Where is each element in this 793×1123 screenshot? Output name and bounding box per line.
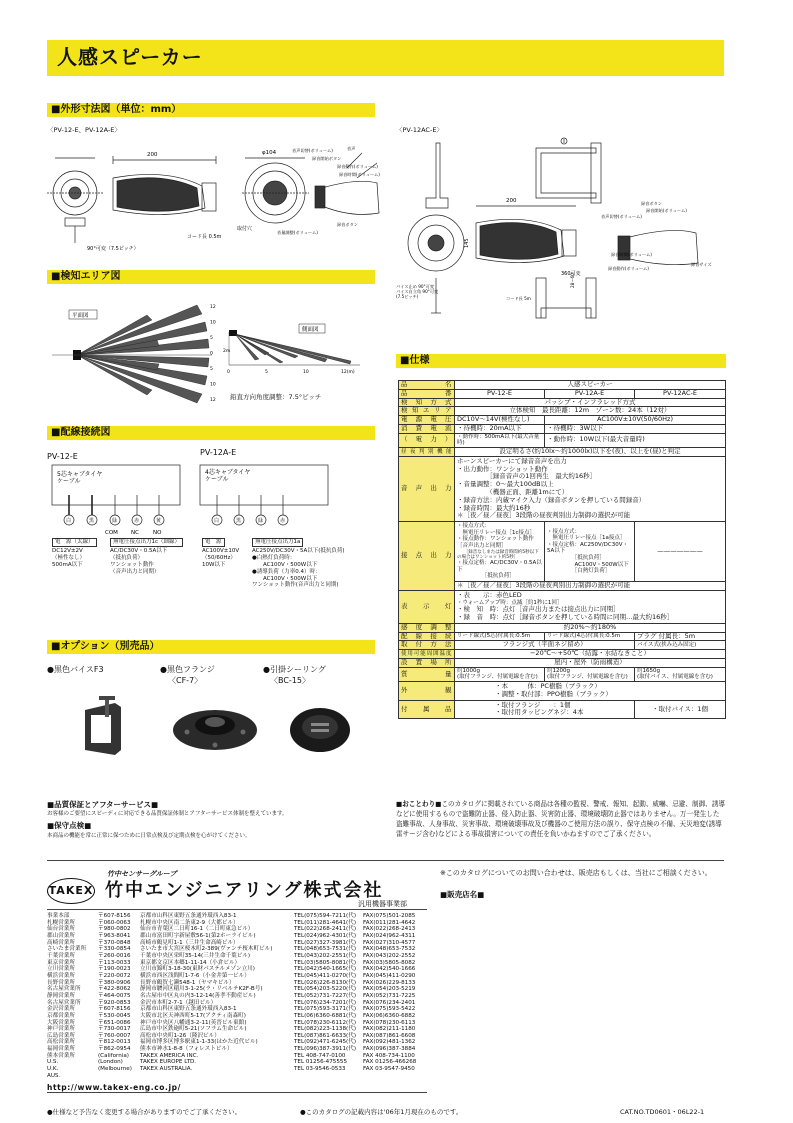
office-cell: 仙台市青葉区二日町16-1（二日町東急ビル） <box>140 926 254 933</box>
dim-left-note: 90°可変（7.5ピッチ） <box>87 246 139 252</box>
office-cell: 京都営業所 <box>47 1012 75 1019</box>
office-cell: 高崎市鶴見町1-1（三井生命高崎ビル） <box>140 939 239 946</box>
office-cell: 〒862-0954 <box>98 1046 131 1053</box>
wiring-ac-spec: AC100V±10V （50/60Hz） 10W以下 <box>202 548 240 568</box>
wire-black: 黒 <box>89 518 95 524</box>
takex-logo: TAKEX <box>47 878 95 904</box>
side-label: 側面図 <box>302 327 319 333</box>
section-options: ■オプション（別売品） <box>47 640 375 654</box>
office-tels <box>294 913 356 1073</box>
divider <box>47 860 724 861</box>
office-addresses <box>140 913 272 1073</box>
spec-row-area: 検知エリア 立体検知 最長距離：12m ゾーン数：24本（12対） <box>399 407 726 416</box>
office-cell: 〒920-0853 <box>98 999 131 1006</box>
office-cell: 金沢営業所 <box>47 1006 75 1013</box>
office-cell: 〒464-0075 <box>98 992 131 999</box>
office-cell: 金沢市本町2-7-1（越田ビル） <box>140 999 217 1006</box>
office-cell: FAX(096)387-3884 <box>363 1046 416 1053</box>
office-cell: 立川営業所 <box>47 966 75 973</box>
spec-row-location: 設置場所 屋内・屋外（防雨構造） <box>399 659 726 668</box>
office-cell: 横浜市西区浅間町1-7-6（小金井第一ビル） <box>140 972 250 979</box>
office-cell: (Melbourne) <box>98 1066 132 1073</box>
office-cell: 〒760-0007 <box>98 1032 131 1039</box>
office-cell: FAX(078)230-6113 <box>363 1019 416 1026</box>
office-cell: TEL(045)411-0270(代) <box>294 972 356 979</box>
office-cell: 長野市鶴賀七瀬548-1（ヤマキビル） <box>140 979 235 986</box>
inquiry-note: ※このカタログについてのお問い合わせは、販売店もしくは、当社にご相談ください。 <box>440 869 712 877</box>
office-cell: FAX(082)211-1180 <box>363 1026 416 1033</box>
dim-left-lbl5: 録音ボタン <box>337 222 358 227</box>
dealer-label: ■販売店名■ <box>440 890 485 899</box>
wiring-dc-relay: AC/DC30V・0.5A以下 （抵抗負荷） ワンショット動作 （音声出力と同期） <box>110 548 168 575</box>
plan-label: 平面図 <box>72 313 89 319</box>
dim-left-cord: コード長 0.5m <box>187 234 222 240</box>
maintenance-text: 本商品の機能を常に正常に保つために日常点検及び定期点検を心がけてください。 <box>47 832 251 839</box>
plan-scale-tick: 5 <box>210 367 213 372</box>
spec-row-product: 品 名 人感スピーカー <box>399 381 726 390</box>
bottom-note-mid: ●このカタログの記載内容は'06年1月現在のものです。 <box>300 1108 463 1116</box>
office-cell: FAX(026)229-8133 <box>363 979 416 986</box>
office-cell: TEL(027)327-3981(代) <box>294 939 356 946</box>
office-cell: TAKEX AMERICA INC. <box>140 1052 199 1059</box>
side-2m: 2m <box>223 349 231 354</box>
office-cell: 〒607-8156 <box>98 913 131 919</box>
office-cell: 神戸営業所 <box>47 1026 75 1033</box>
spec-row-mounting: 取付方法 フランジ式（平面ネジ留め） バイス式(挟み込み固定) <box>399 641 726 650</box>
wiring-relay-dc: 無電圧接点出力1c（細線） <box>110 538 183 547</box>
office-cell: 〒380-0906 <box>98 979 131 986</box>
spec-row-daynight: 昼夜判別機能 設定明るさ(約10lx〜約1000lx)以下を(夜)、以上を(昼)と判定 <box>399 447 726 456</box>
spec-row-model: 品 番 PV-12-E PV-12A-E PV-12AC-E <box>399 389 726 398</box>
cable4-label: 4芯キャブタイヤケーブル <box>205 469 251 484</box>
cable5-label: 5芯キャブタイヤケーブル <box>57 471 103 486</box>
spec-row-mass: 質 量 約1000g (取付フランジ、付属電線を含む) 約1200g (取付フランジ、付属電線を含む) 約1650g (取付バイス、付属電線を含む) <box>399 667 726 681</box>
office-cell: 大阪営業所 <box>47 1019 75 1026</box>
wiring-dc-spec: DC12V±2V （極性なし） 500mA以下 <box>52 548 86 568</box>
dim-left-mount: 取付穴 <box>237 226 253 232</box>
office-cell: FAX(042)540-1666 <box>363 966 416 973</box>
office-cell: FAX 408-734-1100 <box>363 1052 415 1059</box>
office-cell: 〒812-0013 <box>98 1039 131 1046</box>
dim-left-lbl1: 音声切替(ボリューム) <box>292 148 333 153</box>
office-cell: 京都市山科区東野五条通外環西入83-1 <box>140 1006 237 1013</box>
bottom-note-left: ●仕様など予告なく変更する場合がありますのでご了承ください。 <box>47 1108 242 1116</box>
office-cell: 横浜営業所 <box>47 972 75 979</box>
spec-row-power: （電力） ・動作時：500mA以下(最大音量時) ・動作時：10W以下(最大音量時) <box>399 433 726 447</box>
wire-no: NO <box>153 530 162 536</box>
office-cell: 札幌市中央区南二条東2-9（大都ビル） <box>140 919 239 926</box>
option-3-name: ●引掛シーリング <box>263 665 326 674</box>
office-cell: 〒370-0848 <box>98 939 131 946</box>
plan-scale-tick: 12 <box>210 398 216 403</box>
section-wiring: ■配線接続図 <box>47 426 375 440</box>
disclaimer-heading: ■おことわり■ <box>396 800 442 808</box>
office-cell: 仙台営業所 <box>47 926 75 933</box>
dim-left-phi104: φ104 <box>262 150 277 156</box>
spec-row-method: 検知方式 パッシブ・インフラレッド方式 <box>399 398 726 407</box>
office-cell: FAX(03)5805-8082 <box>363 959 416 966</box>
office-cell: 広島営業所 <box>47 1032 75 1039</box>
office-cell: (London) <box>98 1059 123 1066</box>
office-cell: FAX(075)593-5422 <box>363 1006 416 1013</box>
office-cell: 郡山市富田町字新屋敷56-1(第2ホーライビル) <box>140 932 256 939</box>
company-group: 竹中センサーグループ <box>107 870 177 878</box>
plan-scale-tick: 12 <box>210 305 216 310</box>
dimension-drawing-right <box>396 138 726 333</box>
spec-row-contact-note: ＊［夜／昼／昼夜］3段階の昼夜判別出力制御の選択が可能 <box>399 582 726 591</box>
office-cell: TEL(048)653-7531(代) <box>294 946 356 953</box>
office-cell: 千葉営業所 <box>47 952 75 959</box>
scale-tick: 0 <box>227 370 230 375</box>
scale-tick: 5 <box>265 370 268 375</box>
company-dept: 汎用機器事業部 <box>358 900 407 908</box>
wire-nc: NC <box>131 530 139 536</box>
office-cell: FAX(092)481-1362 <box>363 1039 416 1046</box>
office-cell: TEL(096)387-3911(代) <box>294 1046 356 1053</box>
wiring-power-ac: 電 源 <box>202 538 225 547</box>
dim-left-lbl4: 録音時間(ボリューム) <box>339 172 380 177</box>
office-cell: 〒530-0045 <box>98 1012 131 1019</box>
office-cell: 〒260-0016 <box>98 952 131 959</box>
office-cell: TEL(054)203-5220(代) <box>294 986 356 993</box>
section-dimensions: ■外形寸法図（単位：mm） <box>47 103 375 117</box>
office-cell: 千葉市中央区栄町35-14(三井生命千葉ビル) <box>140 952 251 959</box>
office-cell: FAX(027)310-4577 <box>363 939 416 946</box>
wire-green: 緑 <box>112 518 118 524</box>
scale-tick: 10 <box>303 370 309 375</box>
disclaimer <box>396 800 726 840</box>
detection-side-view <box>225 320 375 390</box>
office-cell: FAX(022)268-2413 <box>363 926 416 933</box>
office-cell: 〒651-0086 <box>98 1019 131 1026</box>
office-cell: FAX 03-9547-9450 <box>363 1066 415 1073</box>
title-bar <box>47 40 724 76</box>
office-cell: FAX(052)731-7225 <box>363 992 416 999</box>
spec-row-accessory: 付属品 ・取付フランジ ：1個 ・取付用タッピングネジ：4本 ・取付バイス：1個 <box>399 700 726 719</box>
wiring-pv12e-label: PV-12-E <box>47 452 78 461</box>
catalog-number: CAT.NO.TD0601・06L22-1 <box>620 1108 705 1116</box>
office-cell: 〒422-8062 <box>98 986 131 993</box>
office-cell: TEL 408-747-0100 <box>294 1052 346 1059</box>
dim-left-lbl2: 録音開始ボタン <box>312 156 342 161</box>
maintenance-heading: ■保守点検■ <box>47 821 92 831</box>
office-cell: TEL(06)6360-6881(代) <box>294 1012 356 1019</box>
office-cell: 〒980-0802 <box>98 926 131 933</box>
office-cell: FAX(011)281-4642 <box>363 919 416 926</box>
office-cell: TEL(024)962-4301(代) <box>294 932 356 939</box>
office-cell: 〒607-8156 <box>98 1006 131 1013</box>
section-detection: ■検知エリア図 <box>47 270 375 284</box>
wiring-power-dc: 電 源（太線） <box>52 538 97 547</box>
wiring-relay-ac: 無電圧接点出力1a <box>252 538 303 547</box>
office-cell: U.K. <box>47 1066 59 1073</box>
office-cell: 〒730-0017 <box>98 1026 131 1033</box>
detection-plan-view <box>47 300 217 410</box>
wire-yellow: 黄 <box>156 518 162 524</box>
office-cell: TEL(076)234-7201(代) <box>294 999 356 1006</box>
office-cell: 〒330-0854 <box>98 946 131 953</box>
plan-scale-tick: 5 <box>210 336 213 341</box>
office-cell: FAX(045)411-0290 <box>363 972 416 979</box>
office-cell: TEL(075)593-3171(代) <box>294 1006 356 1013</box>
option-3-model: 〈BC-15〉 <box>270 676 310 685</box>
office-cell: FAX 01256-466268 <box>363 1059 417 1066</box>
wiring-pv12ae-label: PV-12A-E <box>200 448 237 457</box>
office-names <box>47 913 86 1079</box>
option-2-model: 〈CF-7〉 <box>168 676 203 685</box>
office-cell: 福岡営業所 <box>47 1046 75 1053</box>
company-name: 竹中エンジニアリング株式会社 <box>105 880 384 901</box>
office-cell: TAKEX AUSTRALIA. <box>140 1066 193 1073</box>
office-cell: TEL(011)281-4641(代) <box>294 919 356 926</box>
office-cell: 〒220-0072 <box>98 972 131 979</box>
dim-right-145: 145 <box>464 238 470 248</box>
dimension-drawing-left <box>47 138 387 258</box>
wire-ac-black: 黒 <box>236 518 242 524</box>
wire-ac-white: 白 <box>214 518 220 524</box>
dim-right-200: 200 <box>506 198 517 204</box>
spec-table <box>398 380 726 719</box>
dim-right-lbl3: 録音ボタン <box>641 201 662 206</box>
quality-text: お客様のご要望にスピーディに対応できる品質保証体制とアフターサービス体制を整えています。 <box>47 811 288 818</box>
wire-red: 赤 <box>134 518 140 524</box>
dim-label-left: 〈PV-12-E、PV-12A-E〉 <box>47 126 121 134</box>
office-cell: 静岡営業所 <box>47 992 75 999</box>
office-cell: 名古屋営業所 <box>47 986 81 993</box>
office-cell: さいたま営業所 <box>47 946 87 953</box>
spec-row-current: 消費電流 ・待機時：20mA以下 ・待機時：3W以下 <box>399 424 726 433</box>
office-cell: FAX(054)203-5219 <box>363 986 416 993</box>
wiring-ac-relay: AC250V/DC30V・5A以下(抵抗負荷) ●白熱灯負荷時： AC100V・500W以下 ●誘導負荷（力率0.4）時： AC100V・500W以下 ワンショット動作(音声出力と同期) <box>252 548 345 589</box>
wire-com: COM <box>105 530 118 536</box>
company-rule <box>47 909 427 910</box>
plan-scale-tick: 10 <box>210 320 216 326</box>
office-cell: 東京営業所 <box>47 959 75 966</box>
office-cell: 神戸市中央区八幡通3-2-11(英晋ビル東館) <box>140 1019 247 1026</box>
office-cell: FAX(076)234-2401 <box>363 999 416 1006</box>
spec-row-sensitivity: 感度調整 約20%〜約180% <box>399 623 726 632</box>
dim-right-dims: 28〜60 <box>570 273 575 288</box>
office-cell: 郡山営業所 <box>47 932 75 939</box>
wire-ac-red: 赤 <box>280 518 286 524</box>
office-cell: 名古屋市中区丸の内3-12-14(善孝不動産ビル) <box>140 992 256 999</box>
office-cell: 札幌営業所 <box>47 919 75 926</box>
dim-right-cord: コード長 5m <box>506 296 531 301</box>
office-cell: 京都市山科区東野五条通外環西入83-1 <box>140 913 237 919</box>
office-cell: TEL(052)731-7227(代) <box>294 992 356 999</box>
office-cell: さいたま市大宮区桜木町2-389(ヴァンテ桜木町ビル) <box>140 946 273 953</box>
dim-left-lbl3: 録音動作(ボリューム) <box>337 164 378 169</box>
url-rule <box>47 1092 427 1093</box>
office-cell: 〒963-8041 <box>98 932 131 939</box>
quality-heading: ■品質保証とアフターサービス■ <box>47 800 159 809</box>
spec-row-temperature: 使用可能周囲温度 −20℃〜+50℃（結露・水結なきこと） <box>399 650 726 659</box>
office-cell: TEL(082)223-1138(代) <box>294 1026 356 1033</box>
spec-row-contact: 接点出力 ・接点方式： 無電圧リレー接点［1c接点］ ・接点動作：ワンショット動作［音声出力と同期］ ［録音なしまたは録音時間約5秒以下の場合はワンショット約5秒］ ・接点定格：AC/DC30V・0.5A以下 ［抵抗負荷］ ・接点方式： 無電圧リレー接点［1a接点］ ・接点定格：AC250V/DC30V・5A以下 ［抵抗負荷］ AC100V・500W以下 ［白熱灯負荷］ ——————— <box>399 522 726 582</box>
disclaimer-text: このカタログに掲載されている商品は各種の監視、警戒、報知、起動、威嚇、忌避、制御、誘導などに使用するもので盗難防止器、侵入防止器、災害防止器、環境破壊防止器ではありません。万一発生した盗難事故、人身事故、災害事故、環境破壊事故及び機器のご使用方法の誤り、保守点検の不備、天災地変(誘導雷サージ含む)などによる事故損害についての責任を負いかねますのでご了承ください。 <box>396 800 725 838</box>
office-cell: FAX(06)6360-6882 <box>363 1012 416 1019</box>
dim-right-note: バイス止め 90°可変バイス自立角 90°可変(7.5ピッチ) <box>396 284 439 300</box>
office-cell: TEL(078)230-6112(代) <box>294 1019 356 1026</box>
office-cell: 〒060-0063 <box>98 919 131 926</box>
office-cell: TEL 03-9546-0533 <box>294 1066 346 1073</box>
office-cell: U.S. <box>47 1059 59 1066</box>
dim-right-lbl4: 録音時間(ボリューム) <box>611 252 652 257</box>
plan-scale-tick: 0 <box>210 351 213 357</box>
wiring-diagram <box>47 460 377 540</box>
office-cell: TEL(087)861-6633(代) <box>294 1032 356 1039</box>
office-cell: FAX(075)501-2085 <box>363 913 416 919</box>
scale-tick: 12(m) <box>341 370 355 375</box>
office-cell: FAX(024)962-4311 <box>363 932 416 939</box>
company-url[interactable]: http://www.takex-eng.co.jp/ <box>47 1083 181 1092</box>
office-cell: 熊本市神水1-8-8（フォレストビル） <box>140 1046 233 1053</box>
dim-left-lbl6: 音量調整(ボリューム) <box>277 230 318 235</box>
office-cell: 熊本営業所 <box>47 1052 75 1059</box>
office-cell: TEL(026)226-8130(代) <box>294 979 356 986</box>
section-spec: ■仕様 <box>396 354 726 368</box>
wire-ac-green: 緑 <box>258 518 264 524</box>
office-cell: AUS. <box>47 1072 61 1079</box>
dim-left-lbl7: 音声 <box>347 146 356 151</box>
dim-right-360: 360可変 <box>561 271 581 277</box>
dim-label-right: 〈PV-12AC-E〉 <box>396 126 443 134</box>
office-cell: 名古屋営業所 <box>47 999 81 1006</box>
office-cell: 〒190-0023 <box>98 966 131 973</box>
dim-right-lbl5: 録音動作(ボリューム) <box>608 266 649 271</box>
office-cell: 立川市錦町3-18-30(東財パステルメゾン立川) <box>140 966 255 973</box>
office-cell: 大阪市北区天神西町5-17(アクティ南森町) <box>140 1012 246 1019</box>
office-faxes <box>363 913 416 1073</box>
office-cell: 東京都文京区本郷1-11-14（小倉ビル） <box>140 959 241 966</box>
spec-row-wiring: 配線接続 リード線式(5芯)付属長:0.5m リード線式(4芯)付属長:0.5m プラグ 付属長：5m <box>399 632 726 641</box>
office-cell: 高松市中央町1-26（隆沢ビル） <box>140 1032 220 1039</box>
office-cell: TEL(043)202-2551(代) <box>294 952 356 959</box>
office-cell: 静岡市駿河区稲川3-1-25(ラ・リベルテK2F-B号) <box>140 986 263 993</box>
office-cell: 〒113-0033 <box>98 959 131 966</box>
office-cell: FAX(043)202-2552 <box>363 952 416 959</box>
office-cell: TEL(042)540-1665(代) <box>294 966 356 973</box>
office-cell: 高崎営業所 <box>47 939 75 946</box>
office-cell: TAKEX EUROPE LTD. <box>140 1059 197 1066</box>
office-cell: TEL 01256-475555 <box>294 1059 348 1066</box>
office-cell: 広島市中区鉄砲町5-21(ソフラム生命ビル) <box>140 1026 247 1033</box>
office-cell: FAX(048)653-7532 <box>363 946 416 953</box>
spec-row-display: 表示灯 ・表 示：赤色LED ・ウォームアップ時：点滅［約1秒に1回］ ・検 知 時：点灯［音声出力または接点出力に同期］ ・録 音 時：点灯［録音ボタンを押している時間に同期…最大約16秒］ <box>399 590 726 623</box>
office-cell: 長野営業所 <box>47 979 75 986</box>
office-cell: TEL(092)471-6245(代) <box>294 1039 356 1046</box>
dim-right-lbl2: 録音開始(ボリューム) <box>646 208 687 213</box>
quality-notes <box>47 800 387 840</box>
spec-row-voltage: 電源電圧 DC10V〜14V(極性なし) AC100V±10V(50/60Hz) <box>399 416 726 425</box>
plan-scale-tick: 10 <box>210 382 216 388</box>
side-note: 鉛直方向角度調整：7.5°ピッチ <box>230 393 322 401</box>
dim-left-200: 200 <box>147 152 158 158</box>
dim-right-lbl6: 録音サイズ <box>691 262 712 267</box>
option-2-name: ●黒色フランジ <box>160 665 215 674</box>
office-cell: TEL(022)268-2411(代) <box>294 926 356 933</box>
office-zips <box>98 913 132 1073</box>
page-title: 人感スピーカー <box>57 45 203 69</box>
dim-right-lbl1: 音声切替(ボリューム) <box>601 214 642 219</box>
spec-row-audio: 音声出力 ホーンスピーカーにて録音音声を出力 ・出力動作：ワンショット動作 ［録音音声の1回再生 最大約16秒］ ・音量調整：0〜最大100dB以上 （機器正面、距離1mにて） ・録音方法：内蔵マイク入力（録音ボタンを押している間録音） ・録音時間：最大約16秒 ＊［夜／昼／昼夜］3段階の昼夜判別出力制御の選択が可能 <box>399 456 726 521</box>
wire-white: 白 <box>66 518 72 524</box>
office-cell: FAX(087)861-6608 <box>363 1032 416 1039</box>
option-images <box>75 695 355 765</box>
office-cell: TEL(075)594-7211(代) <box>294 913 356 919</box>
office-cell: (California) <box>98 1052 129 1059</box>
office-cell: 事業本部 <box>47 913 70 919</box>
office-cell: 高松営業所 <box>47 1039 75 1046</box>
option-1-name: ●黒色バイスF3 <box>47 665 104 674</box>
spec-row-appearance: 外 観 ・本 体：PC樹脂（ブラック） ・調整・取付部：PPO樹脂（ブラック） <box>399 682 726 701</box>
office-cell: TEL(03)5805-8081(代) <box>294 959 356 966</box>
office-cell: 福岡市博多区博多駅東1-1-33(はかた近代ビル) <box>140 1039 258 1046</box>
